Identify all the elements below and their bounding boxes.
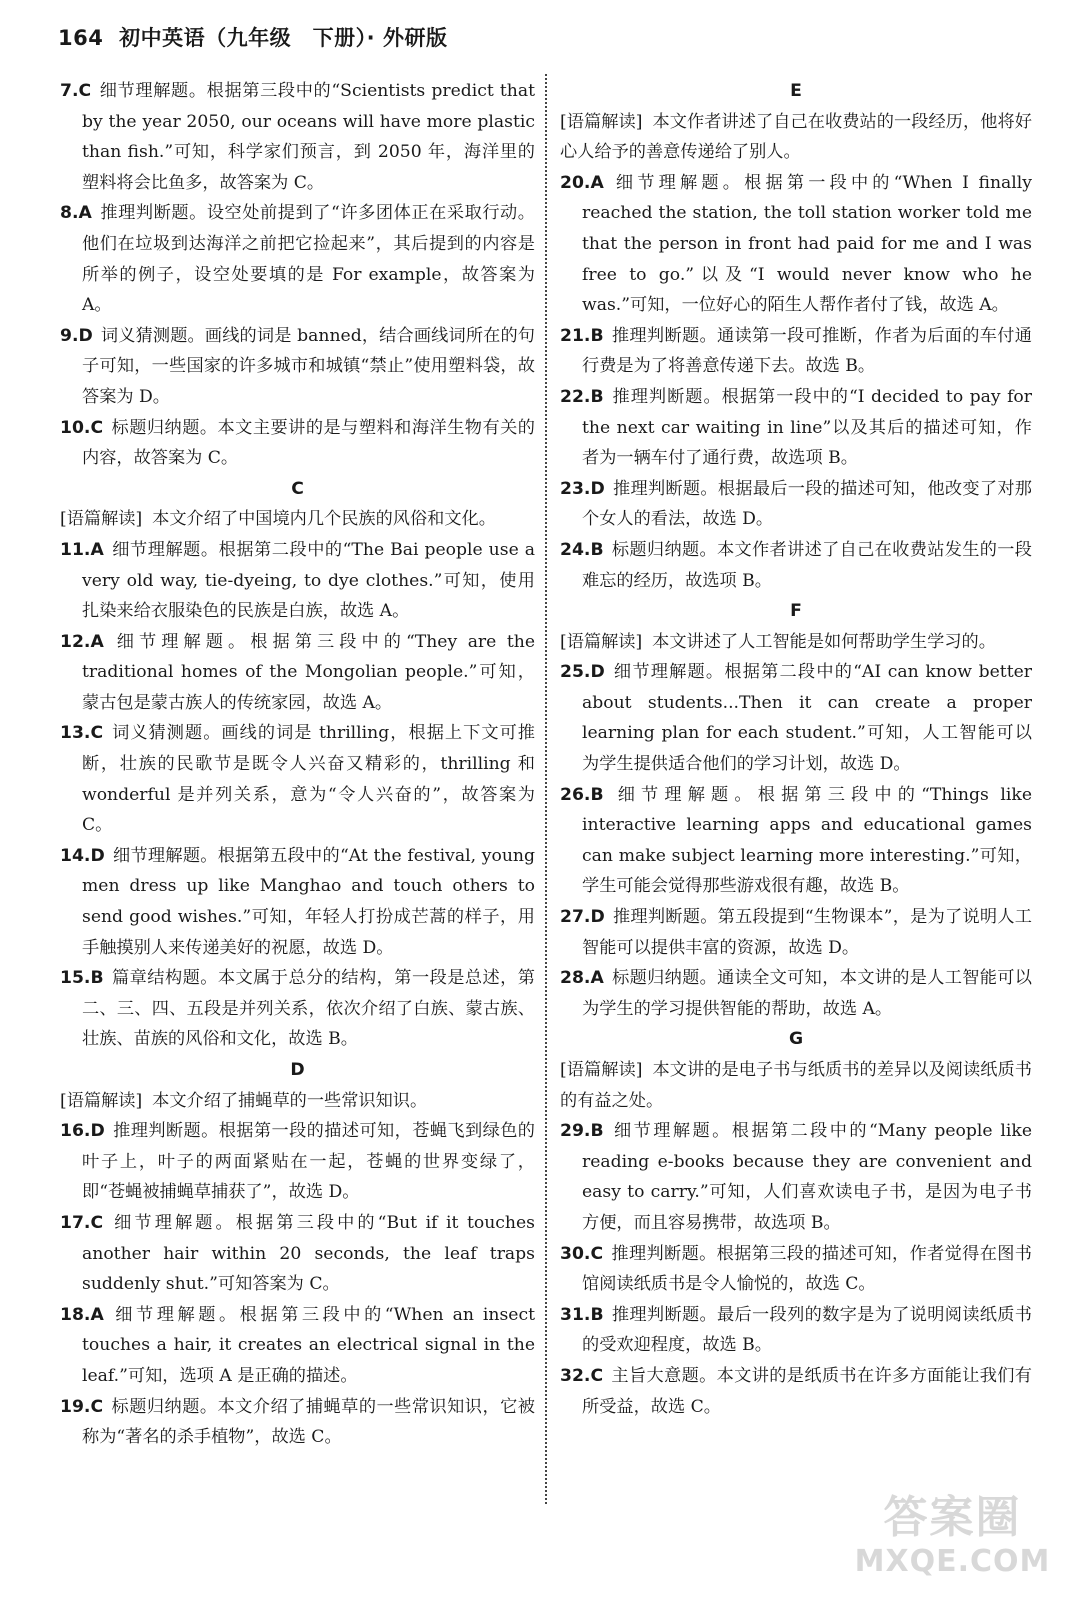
answer-explanation: 推理判断题。根据第三段的描述可知，作者觉得在图书馆阅读纸质书是令人愉悦的，故选 C。 (582, 1243, 1032, 1295)
column-divider (545, 74, 547, 1504)
passage-summary-tag: [语篇解读] (60, 509, 143, 530)
passage-summary (560, 107, 1032, 168)
answer-number: 24.B (560, 539, 604, 560)
answer-number: 7.C (60, 81, 92, 101)
passage-summary-text: 本文介绍了捕蝇草的一些常识知识。 (152, 1090, 428, 1111)
answer-number: 9.D (60, 325, 93, 346)
answer-explanation: 细节理解题。根据第三段中的“Scientists predict that by the year 2050, our oceans will have more plastic than fish.”可知，科学家们预言，到 2050 年，海洋里的塑料将会比鱼多，故答案为 C。 (82, 81, 535, 193)
answer-item (560, 780, 1032, 902)
answer-explanation: 标题归纳题。本文主要讲的是与塑料和海洋生物有关的内容，故答案为 C。 (82, 417, 535, 469)
section-heading: F (790, 601, 802, 622)
answer-item (560, 657, 1032, 779)
passage-summary-tag: [语篇解读] (560, 631, 643, 652)
watermark (850, 1492, 1055, 1592)
answer-explanation: 细节理解题。根据第二段中的“The Bai people use a very old way, tie-dyeing, to dye clothes.”可知，使用扎染来给衣服染色的民族是白族，故选 A。 (82, 539, 535, 622)
answer-number: 31.B (560, 1304, 604, 1325)
answer-explanation: 词义猜测题。画线的词是 banned，结合画线词所在的句子可知，一些国家的许多城市和城镇“禁止”使用塑料袋，故答案为 D。 (82, 325, 535, 407)
answer-explanation: 篇章结构题。本文属于总分的结构，第一段是总述，第二、三、四、五段是并列关系，依次介绍了白族、蒙古族、壮族、苗族的风俗和文化，故选 B。 (82, 968, 535, 1050)
answer-item (560, 1239, 1032, 1300)
section-heading: G (788, 1029, 804, 1050)
answer-number: 19.C (60, 1396, 104, 1417)
passage-summary-tag: [语篇解读] (60, 1090, 143, 1111)
passage-summary-text: 本文讲述了人工智能是如何帮助学生学习的。 (652, 631, 996, 652)
answer-number: 23.D (560, 478, 605, 499)
answer-number: 20.A (560, 172, 604, 193)
page-number: 164 (58, 26, 104, 50)
left-column (60, 76, 535, 1453)
answer-item (560, 168, 1032, 321)
answer-explanation: 细节理解题。根据第二段中的“Many people like reading e-books because they are convenient and easy to carry.”可知，人们喜欢读电子书，是因为电子书方便，而且容易携带，故选项 B。 (582, 1121, 1032, 1233)
answer-number: 26.B (560, 784, 604, 805)
answer-item (60, 1392, 535, 1453)
answer-number: 22.B (560, 386, 604, 407)
answer-explanation: 细节理解题。根据第二段中的“AI can know better about students...Then it can create a proper learning plan for each student.”可知，人工智能可以为学生提供适合他们的学习计划，故选 D。 (582, 662, 1032, 775)
answer-item (560, 1361, 1032, 1422)
watermark-url: MXQE.COM (854, 1544, 1051, 1579)
answer-explanation: 细节理解题。根据第五段中的“At the festival, young men dress up like Manghao and touch others to send good wishes.”可知，年轻人打扮成芒蒿的样子，用手触摸别人来传递美好的祝愿，故选 D。 (82, 845, 535, 958)
answer-item (560, 321, 1032, 382)
answer-number: 18.A (60, 1304, 104, 1325)
book-title: 初中英语（九年级 下册）· 外研版 (119, 26, 448, 50)
answer-item (60, 413, 535, 474)
answer-explanation: 推理判断题。第五段提到“生物课本”，是为了说明人工智能可以提供丰富的资源，故选 D。 (582, 907, 1032, 958)
answer-number: 30.C (560, 1243, 604, 1264)
answer-number: 13.C (60, 723, 104, 744)
answer-item (60, 198, 535, 320)
answer-explanation: 推理判断题。通读第一段可推断，作者为后面的车付通行费是为了将善意传递下去。故选 B。 (582, 325, 1032, 377)
answer-explanation: 细节理解题。根据第三段中的“Things like interactive learning apps and educational games can make subject learning more interesting.”可知，学生可能会觉得那些游戏很有趣，故选 B。 (582, 784, 1032, 897)
passage-summary-text: 本文讲的是电子书与纸质书的差异以及阅读纸质书的有益之处。 (560, 1060, 1032, 1111)
answer-explanation: 推理判断题。根据最后一段的描述可知，他改变了对那个女人的看法，故选 D。 (582, 478, 1032, 530)
passage-summary-tag: [语篇解读] (560, 1060, 643, 1080)
answer-number: 32.C (560, 1365, 604, 1386)
answer-explanation: 标题归纳题。本文介绍了捕蝇草的一些常识知识，它被称为“著名的杀手植物”，故选 C。 (82, 1396, 535, 1448)
answer-number: 17.C (60, 1212, 104, 1233)
answer-item (60, 1300, 535, 1392)
answer-explanation: 细节理解题。根据第三段中的“When an insect touches a hair, it creates an electrical signal in the leaf.”可知，选项 A 是正确的描述。 (82, 1304, 535, 1386)
answer-number: 14.D (60, 845, 105, 866)
answer-explanation: 标题归纳题。本文作者讲述了自己在收费站发生的一段难忘的经历，故选项 B。 (582, 539, 1032, 591)
answer-number: 28.A (560, 968, 604, 989)
answer-item (60, 963, 535, 1055)
right-column (560, 76, 1032, 1422)
answer-explanation: 标题归纳题。通读全文可知，本文讲的是人工智能可以为学生的学习提供智能的帮助，故选 A。 (582, 968, 1032, 1019)
answer-item (60, 718, 535, 840)
answer-explanation: 细节理解题。根据第三段中的“But if it touches another hair within 20 seconds, the leaf traps suddenly shut.”可知答案为 C。 (82, 1212, 535, 1295)
answer-explanation: 主旨大意题。本文讲的是纸质书在许多方面能让我们有所受益，故选 C。 (582, 1365, 1032, 1417)
answer-explanation: 推理判断题。最后一段列的数字是为了说明阅读纸质书的受欢迎程度，故选 B。 (582, 1304, 1032, 1356)
section-heading: E (790, 81, 802, 101)
answer-item (60, 1116, 535, 1208)
answer-item (560, 963, 1032, 1024)
answer-number: 29.B (560, 1121, 604, 1142)
answer-number: 21.B (560, 325, 604, 346)
answer-explanation: 推理判断题。设空处前提到了“许多团体正在采取行动。他们在垃圾到达海洋之前把它捡起来”，其后提到的内容是所举的例子，设空处要填的是 For example，故答案为 A。 (82, 203, 535, 316)
answer-item (60, 841, 535, 963)
answer-explanation: 推理判断题。根据第一段中的“I decided to pay for the next car waiting in line”以及其后的描述可知，作者为一辆车付了通行费，故选项 B。 (582, 386, 1032, 469)
watermark-logo: 答案圈 (883, 1492, 1022, 1543)
page-header (58, 22, 447, 52)
answer-item (60, 321, 535, 413)
passage-summary-text: 本文介绍了中国境内几个民族的风俗和文化。 (152, 509, 496, 530)
answer-number: 12.A (60, 631, 104, 652)
answer-number: 8.A (60, 203, 92, 224)
section-heading: C (291, 478, 304, 499)
passage-summary (60, 1086, 535, 1117)
answer-item (560, 902, 1032, 963)
answer-explanation: 词义猜测题。画线的词是 thrilling，根据上下文可推断，壮族的民歌节是既令人兴奋又精彩的，thrilling 和 wonderful 是并列关系，意为“令人兴奋的”，故答案为 C。 (82, 723, 535, 836)
answer-number: 10.C (60, 417, 104, 438)
answer-item (560, 382, 1032, 474)
passage-summary (60, 504, 535, 535)
section-heading: D (290, 1060, 305, 1080)
answer-explanation: 细节理解题。根据第一段中的“When I finally reached the station, the toll station worker told me that the person in front had paid for me and I was free to go.”以及“I would never know who he was.”可知，一位好心的陌生人帮作者付了钱，故选 A。 (582, 172, 1032, 316)
passage-summary-tag: [语篇解读] (560, 111, 643, 132)
answer-item (60, 76, 535, 198)
answer-number: 25.D (560, 662, 605, 683)
passage-summary (560, 1055, 1032, 1116)
answer-number: 11.A (60, 539, 104, 560)
answer-item (560, 535, 1032, 596)
answer-item (560, 1116, 1032, 1238)
answer-number: 15.B (60, 968, 104, 989)
answer-item (60, 627, 535, 719)
answer-explanation: 细节理解题。根据第三段中的“They are the traditional homes of the Mongolian people.”可知，蒙古包是蒙古族人的传统家园，故选 A。 (82, 631, 535, 713)
answer-item (560, 1300, 1032, 1361)
answer-item (560, 474, 1032, 535)
answer-item (60, 535, 535, 627)
answer-item (60, 1208, 535, 1300)
passage-summary-text: 本文作者讲述了自己在收费站的一段经历，他将好心人给予的善意传递给了别人。 (560, 111, 1032, 163)
answer-explanation: 推理判断题。根据第一段的描述可知，苍蝇飞到绿色的叶子上，叶子的两面紧贴在一起，苍蝇的世界变绿了，即“苍蝇被捕蝇草捕获了”，故选 D。 (82, 1121, 535, 1203)
passage-summary (560, 627, 1032, 658)
answer-number: 27.D (560, 907, 605, 928)
answer-number: 16.D (60, 1121, 105, 1142)
